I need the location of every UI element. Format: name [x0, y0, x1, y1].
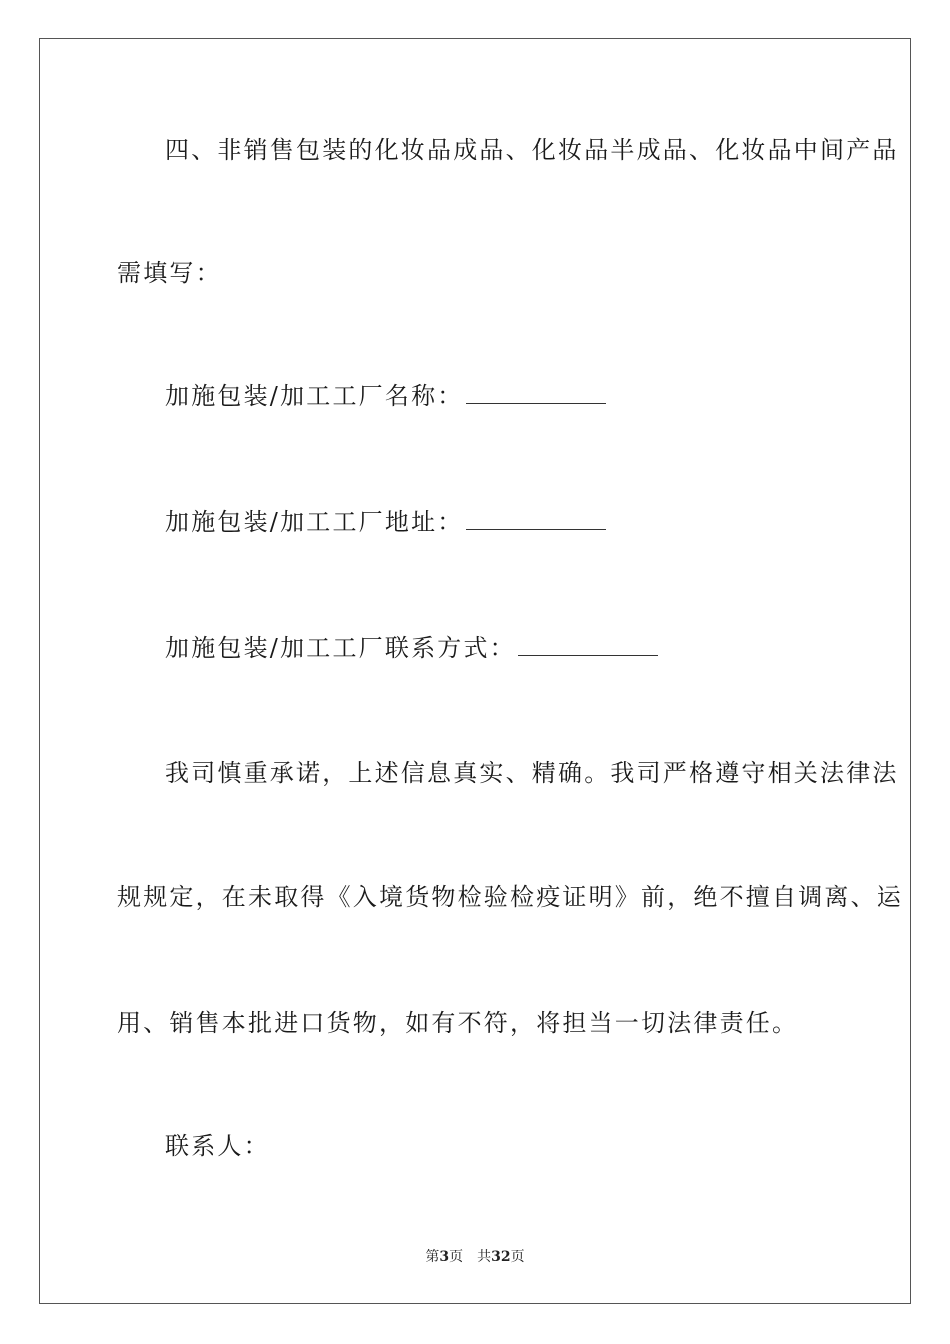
factory-address-field[interactable] — [466, 511, 606, 530]
total-pages: 32 — [491, 1249, 511, 1265]
paragraph-4-line-2: 需填写： — [117, 259, 222, 287]
factory-contact-field[interactable] — [518, 637, 658, 656]
page-suffix: 页 — [449, 1249, 464, 1265]
paragraph-4-line-1: 四、非销售包装的化妆品成品、化妆品半成品、化妆品中间产品 — [165, 136, 899, 164]
page-footer — [0, 1248, 950, 1266]
factory-name-row — [165, 381, 606, 411]
contact-person-label: 联系人： — [165, 1132, 270, 1160]
factory-contact-label: 加施包装/加工工厂联系方式： — [165, 634, 516, 662]
factory-name-label: 加施包装/加工工厂名称： — [165, 382, 464, 410]
contact-person-row — [165, 1131, 270, 1161]
factory-address-label: 加施包装/加工工厂地址： — [165, 508, 464, 536]
factory-address-row — [165, 507, 606, 537]
total-prefix: 共 — [477, 1249, 492, 1265]
page-border — [39, 38, 911, 1304]
page-number: 3 — [439, 1249, 450, 1265]
factory-name-field[interactable] — [466, 385, 606, 404]
commitment-line-1: 我司慎重承诺，上述信息真实、精确。我司严格遵守相关法律法 — [165, 759, 899, 787]
factory-contact-row — [165, 633, 658, 663]
total-suffix: 页 — [510, 1249, 525, 1265]
commitment-line-3: 用、销售本批进口货物，如有不符，将担当一切法律责任。 — [117, 1009, 799, 1037]
commitment-line-2: 规规定，在未取得《入境货物检验检疫证明》前，绝不擅自调离、运 — [117, 883, 903, 911]
page-prefix: 第 — [425, 1249, 440, 1265]
